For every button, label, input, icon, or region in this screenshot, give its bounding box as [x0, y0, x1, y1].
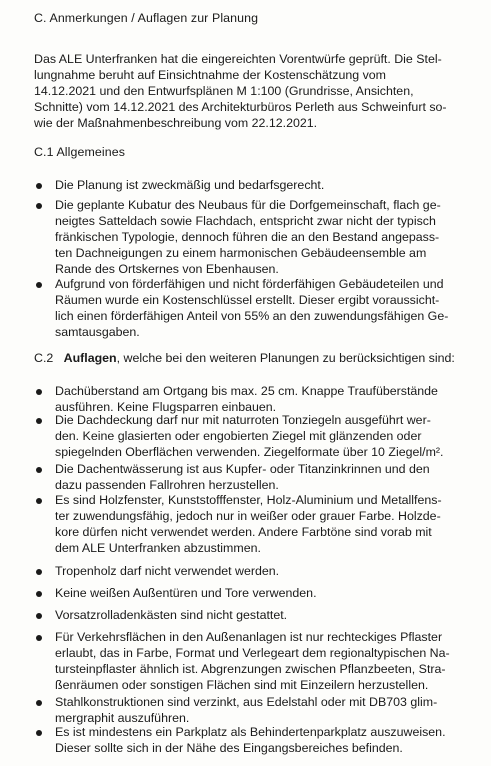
intro-line: lungnahme beruht auf Einsichtnahme der Kostenschätzung vom [34, 68, 386, 82]
list-item-line: Für Verkehrsflächen in den Außenanlagen ist nur rechteckiges Pflaster [55, 630, 443, 644]
list-item-line: Keine weißen Außentüren und Tore verwenden. [55, 586, 317, 600]
section-c2-heading-rest: , welche bei den weiteren Planungen zu berücksichtigen sind: [116, 351, 455, 365]
list-item-line: neigtes Satteldach sowie Flachdach, entspricht zwar nicht der typisch [55, 214, 436, 228]
bullet-icon [36, 635, 42, 641]
section-c1-heading: C.1 Allgemeines [34, 145, 126, 159]
intro-line: Das ALE Unterfranken hat die eingereichten Vorentwürfe geprüft. Die Stel- [34, 52, 442, 66]
list-item-line: Räumen wurde ein Kostenschlüssel erstellt. Dieser ergibt voraussicht- [55, 293, 440, 307]
list-item-line: Dachüberstand am Ortgang bis max. 25 cm. Knappe Traufüberstände [55, 384, 438, 398]
bullet-icon [36, 282, 42, 288]
section-c-heading: C. Anmerkungen / Auflagen zur Planung [34, 11, 259, 25]
list-item-line: den. Keine glasierten oder engobierten Ziegel mit glänzenden oder [55, 429, 422, 443]
list-item-line: ßenräumen oder sonstigen Flächen sind mit Einzeilern herzustellen. [55, 678, 429, 692]
bullet-icon [36, 613, 42, 619]
list-item-line: Die Dachentwässerung ist aus Kupfer- oder Titanzinkrinnen und den [55, 462, 430, 476]
bullet-icon [36, 730, 42, 736]
list-item-line: Die geplante Kubatur des Neubaus für die Dorfgemeinschaft, flach ge- [55, 198, 441, 212]
intro-line: wie der Maßnahmenbeschreibung vom 22.12.2021. [34, 116, 318, 130]
bullet-icon [36, 418, 42, 424]
list-item-line: spiegelnden Oberflächen verwenden. Ziegelformate über 10 Ziegel/m². [55, 445, 444, 459]
list-item-line: Es ist mindestens ein Parkplatz als Behindertenparkplatz auszuweisen. [55, 725, 446, 739]
list-item-line: ten Dachneigungen zu einem harmonischen Gebäudeensemble am [55, 246, 427, 260]
intro-line: Schnitte) vom 14.12.2021 des Architekturbüros Perleth aus Schweinfurt so- [34, 100, 447, 114]
bullet-icon [36, 498, 42, 504]
list-item-line: kore dürfen nicht verwendet werden. Andere Farbtöne sind vorab mit [55, 525, 432, 539]
section-c2-bold-label: Auflagen [63, 351, 117, 365]
bullet-icon [36, 591, 42, 597]
list-item-line: ausführen. Keine Flugsparren einbauen. [55, 400, 277, 414]
list-item-line: dem ALE Unterfranken abzustimmen. [55, 541, 261, 555]
list-item-line: dazu passenden Fallrohren herzustellen. [55, 478, 279, 492]
bullet-icon [36, 183, 42, 189]
list-item-line: samtausgaben. [55, 325, 140, 339]
list-item-line: Vorsatzrolladenkästen sind nicht gestattet. [55, 608, 288, 622]
list-item-line: Stahlkonstruktionen sind verzinkt, aus Edelstahl oder mit DB703 glim- [55, 695, 438, 709]
section-c2-number: C.2 [34, 351, 54, 365]
intro-line: 14.12.2021 und den Entwurfsplänen M 1:100 (Grundrisse, Ansichten, [34, 84, 414, 98]
list-item-line: Die Planung ist zweckmäßig und bedarfsgerecht. [55, 178, 325, 192]
list-item-line: Aufgrund von förderfähigen und nicht förderfähigen Gebäudeteilen und [55, 277, 444, 291]
bullet-icon [36, 203, 42, 209]
list-item-line: lich einen förderfähigen Anteil von 55% an den zuwendungsfähigen Ge- [55, 309, 449, 323]
bullet-icon [36, 569, 42, 575]
bullet-icon [36, 389, 42, 395]
list-item-line: mergraphit auszuführen. [55, 711, 190, 725]
bullet-icon [36, 700, 42, 706]
list-item-line: Rande des Ortskernes von Ebenhausen. [55, 262, 279, 276]
section-c2-heading [34, 351, 455, 367]
list-item-line: tursteinpflaster ähnlich ist. Abgrenzungen zwischen Pflanzbeeten, Stra- [55, 662, 446, 676]
list-item-line: ter zuwendungsfähig, jedoch nur in weißer oder grauer Farbe. Holzde- [55, 509, 441, 523]
list-item-line: erlaubt, das in Farbe, Format und Verlegeart dem regionaltypischen Na- [55, 646, 450, 660]
list-item-line: fränkischen Typologie, dennoch führen die an den Bestand angepass- [55, 230, 440, 244]
bullet-icon [36, 467, 42, 473]
list-item-line: Dieser sollte sich in der Nähe des Eingangsbereiches befinden. [55, 741, 403, 755]
list-item-line: Die Dachdeckung darf nur mit naturroten Tonziegeln ausgeführt wer- [55, 413, 431, 427]
list-item-line: Es sind Holzfenster, Kunststofffenster, Holz-Aluminium und Metallfens- [55, 493, 442, 507]
list-item-line: Tropenholz darf nicht verwendet werden. [55, 564, 280, 578]
